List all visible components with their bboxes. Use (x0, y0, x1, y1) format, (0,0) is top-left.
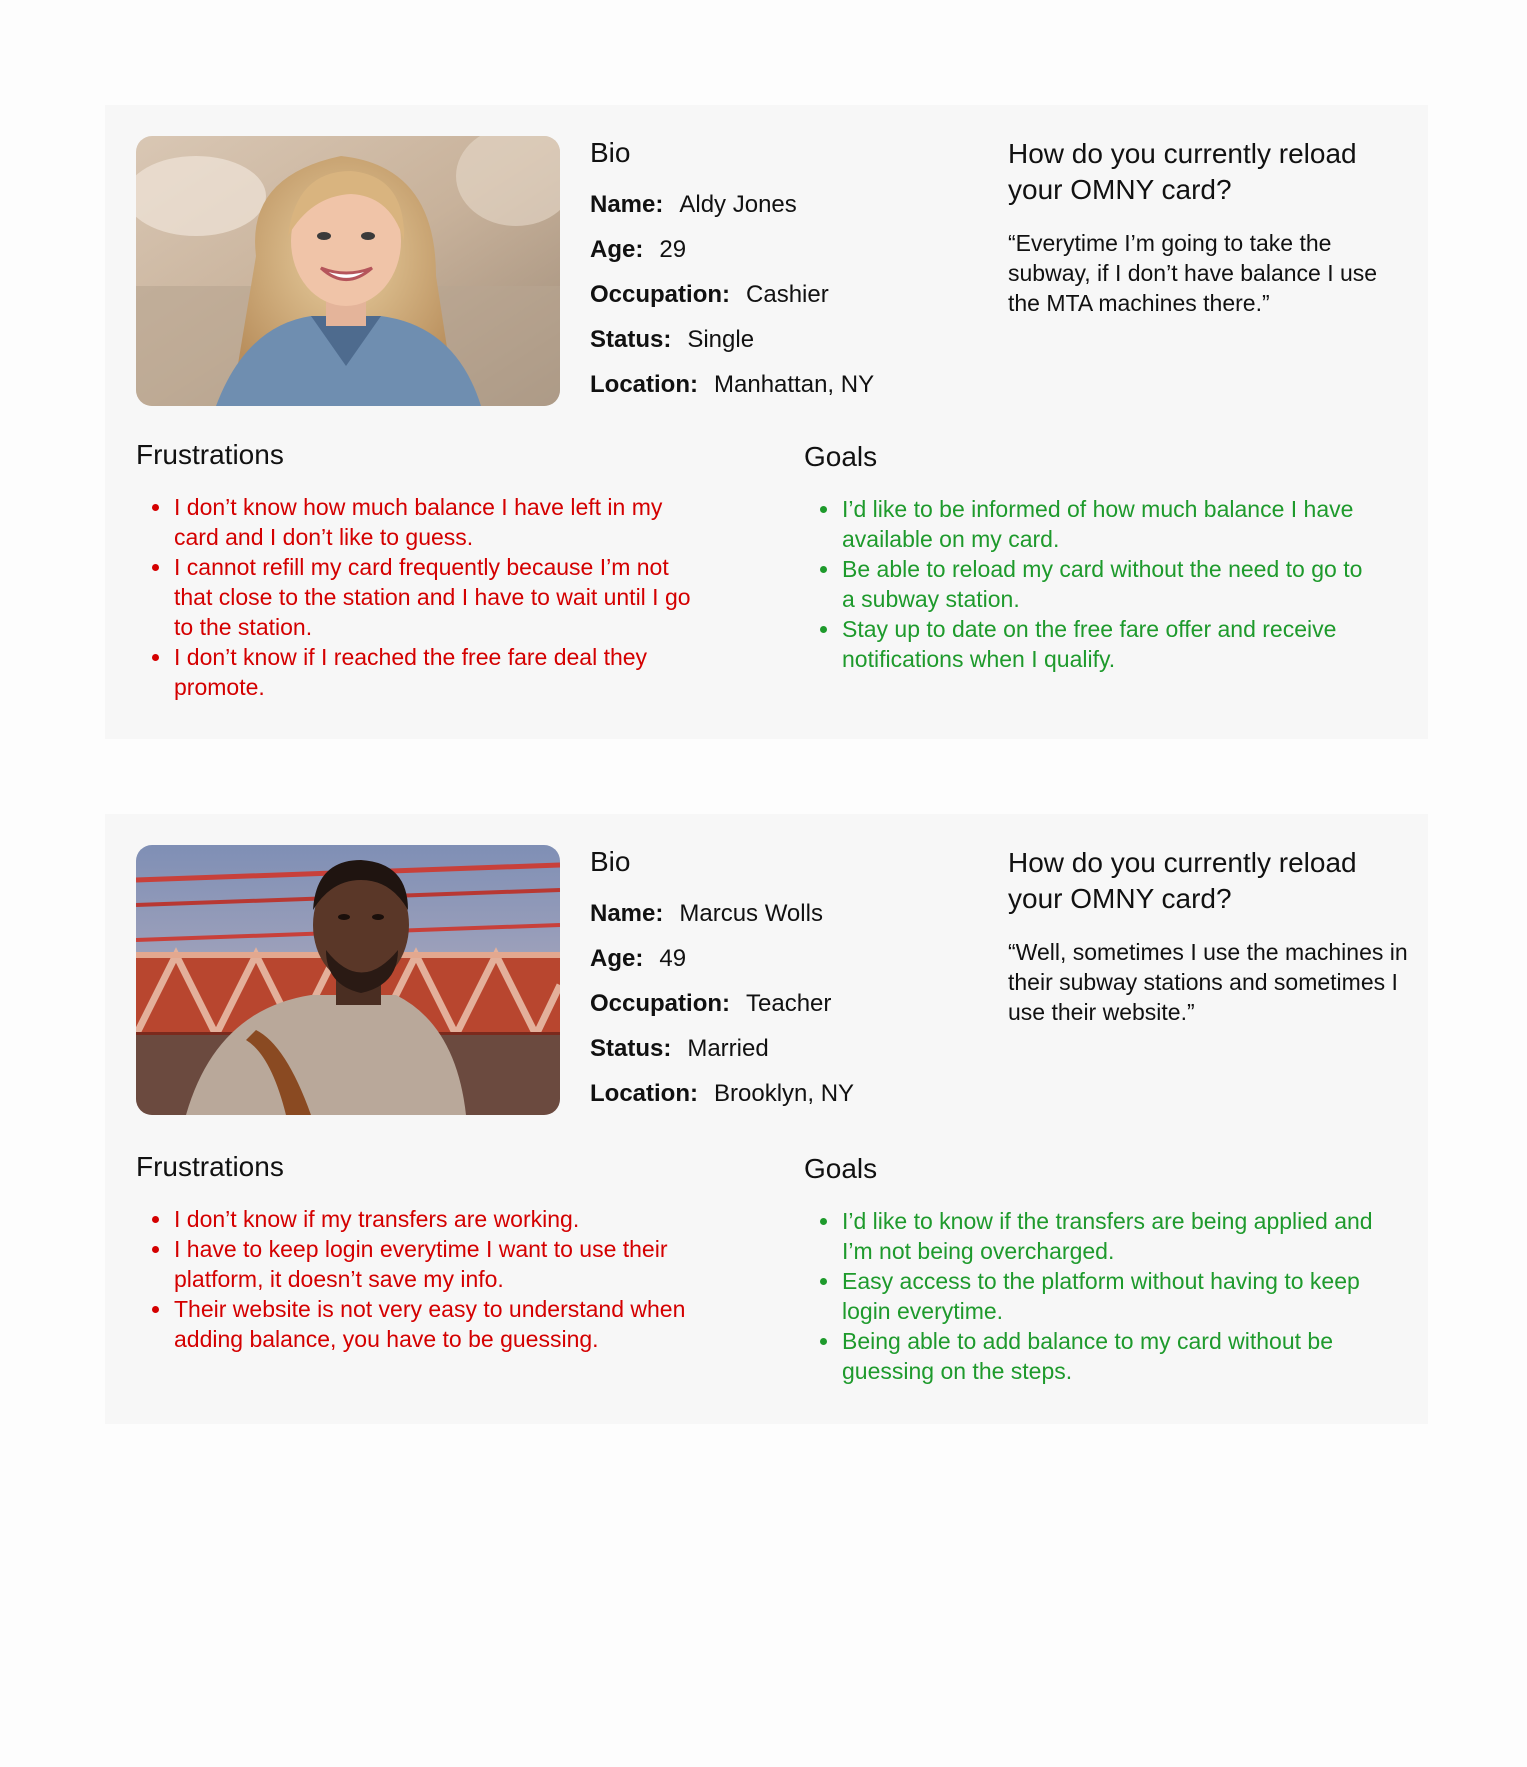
occupation-label: Occupation: (590, 990, 731, 1017)
goal-item: Stay up to date on the free fare offer and receive notifications when I qualify. (804, 614, 1374, 674)
frustration-item: I don’t know if my transfers are working. (136, 1204, 706, 1234)
frustration-item: I have to keep login everytime I want to use their platform, it doesn’t save my info. (136, 1234, 706, 1294)
frustration-item: I cannot refill my card frequently because I’m not that close to the station and I have to wait until I go to the station. (136, 552, 706, 642)
bio-status-row (590, 1034, 990, 1079)
status-value: Single (687, 326, 755, 353)
goals-list (804, 494, 1374, 674)
location-label: Location: (590, 371, 698, 398)
bio-section (590, 845, 990, 1124)
location-value: Manhattan, NY (714, 371, 875, 398)
name-value: Marcus Wolls (679, 900, 823, 927)
name-label: Name: (590, 191, 664, 218)
occupation-value: Cashier (746, 281, 829, 308)
goals-section (804, 1152, 1374, 1386)
bio-location-row (590, 1079, 990, 1124)
portrait-woman-image (136, 136, 560, 406)
frustration-item: I don’t know if I reached the free fare deal they promote. (136, 642, 706, 702)
bio-occupation-row (590, 280, 990, 325)
occupation-label: Occupation: (590, 281, 731, 308)
question-title: How do you currently reload your OMNY card? (1008, 138, 1357, 205)
persona-photo (136, 136, 560, 406)
status-label: Status: (590, 1035, 672, 1062)
goals-title: Goals (804, 441, 878, 472)
location-value: Brooklyn, NY (714, 1080, 855, 1107)
goals-title: Goals (804, 1153, 878, 1184)
bio-title: Bio (590, 846, 631, 877)
goal-item: Be able to reload my card without the need to go to a subway station. (804, 554, 1374, 614)
frustrations-title: Frustrations (136, 1151, 284, 1182)
goal-item: I’d like to be informed of how much balance I have available on my card. (804, 494, 1374, 554)
age-label: Age: (590, 236, 644, 263)
persona-card (105, 814, 1428, 1424)
frustration-item: I don’t know how much balance I have left in my card and I don’t like to guess. (136, 492, 706, 552)
question-answer: “Well, sometimes I use the machines in their subway stations and sometimes I use their website.” (1008, 939, 1408, 1025)
location-label: Location: (590, 1080, 698, 1107)
frustrations-title: Frustrations (136, 439, 284, 470)
bio-name-row (590, 899, 990, 944)
persona-photo (136, 845, 560, 1115)
name-label: Name: (590, 900, 664, 927)
goal-item: Being able to add balance to my card without be guessing on the steps. (804, 1326, 1374, 1386)
reload-question-section (1008, 845, 1408, 1027)
frustration-item: Their website is not very easy to understand when adding balance, you have to be guessing. (136, 1294, 706, 1354)
status-value: Married (687, 1035, 769, 1062)
question-answer: “Everytime I’m going to take the subway, if I don’t have balance I use the MTA machines there.” (1008, 230, 1378, 316)
frustrations-list (136, 492, 706, 702)
frustrations-list (136, 1204, 706, 1354)
age-value: 29 (659, 236, 687, 263)
age-value: 49 (659, 945, 687, 972)
goals-section (804, 440, 1374, 674)
frustrations-section (136, 1150, 706, 1354)
frustrations-section (136, 438, 706, 702)
goals-list (804, 1206, 1374, 1386)
status-label: Status: (590, 326, 672, 353)
goal-item: I’d like to know if the transfers are being applied and I’m not being overcharged. (804, 1206, 1374, 1266)
question-title: How do you currently reload your OMNY card? (1008, 847, 1357, 914)
portrait-man-image (136, 845, 560, 1115)
age-label: Age: (590, 945, 644, 972)
bio-location-row (590, 370, 990, 415)
bio-status-row (590, 325, 990, 370)
persona-card (105, 105, 1428, 739)
reload-question-section (1008, 136, 1408, 318)
bio-age-row (590, 235, 990, 280)
bio-section (590, 136, 990, 415)
bio-occupation-row (590, 989, 990, 1034)
goal-item: Easy access to the platform without having to keep login everytime. (804, 1266, 1374, 1326)
bio-title: Bio (590, 137, 631, 168)
bio-age-row (590, 944, 990, 989)
bio-name-row (590, 190, 990, 235)
occupation-value: Teacher (746, 990, 832, 1017)
name-value: Aldy Jones (679, 191, 797, 218)
